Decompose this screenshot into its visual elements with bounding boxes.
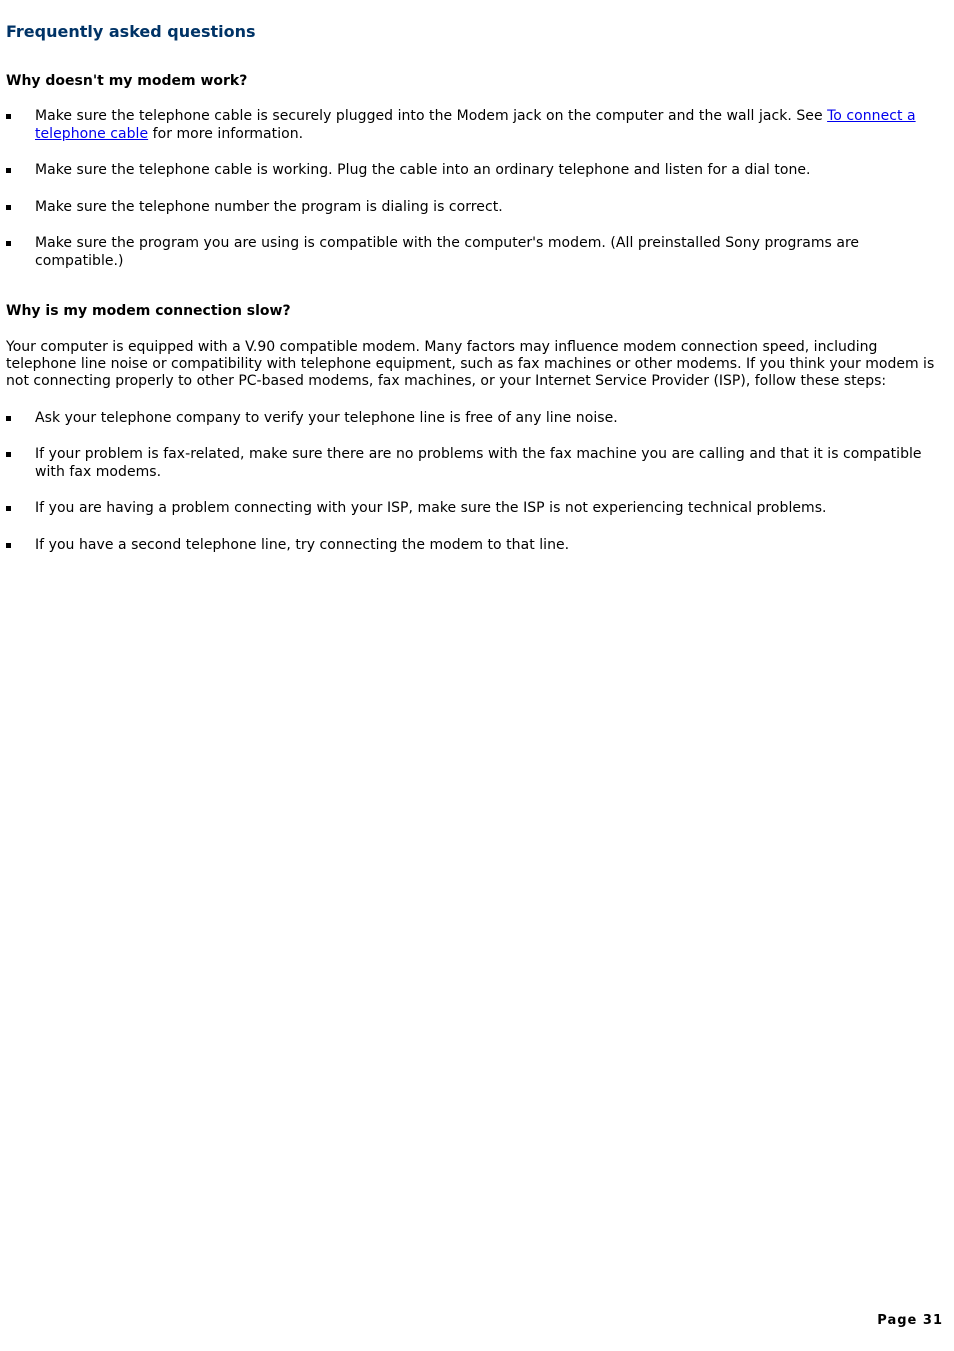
bullet-square-icon [6,543,11,548]
list-item [6,235,942,270]
modem-slow-intro: Your computer is equipped with a V.90 compatible modem. Many factors may influence modem connection speed, including telephone line noise or compatibility with telephone equipment, such as fax machines or other modems. If you think your modem is not connecting properly to other PC-based modems, fax machines, or your Internet Service Provider (ISP), follow these steps: [6,339,935,390]
modem-not-working-list [6,108,942,270]
bullet-square-icon [6,452,11,457]
list-item-text: If your problem is fax-related, make sure there are no problems with the fax machine you are calling and that it is compatible with fax modems. [35,446,922,480]
bullet-square-icon [6,416,11,421]
connect-telephone-cable-link[interactable]: To connect a telephone cable [35,108,916,142]
bullet-square-icon [6,114,11,119]
list-item-text: for more information. [148,125,304,142]
list-item [6,500,942,518]
document-content [6,20,942,554]
list-item-text: Make sure the telephone number the program is dialing is correct. [35,198,503,215]
page-number: Page 31 [877,1313,943,1328]
list-item-text: Make sure the telephone cable is working. Plug the cable into an ordinary telephone and listen for a dial tone. [35,162,811,178]
bullet-square-icon [6,506,11,511]
question-modem-not-working: Why doesn't my modem work? [6,73,248,89]
question-modem-slow: Why is my modem connection slow? [6,303,291,319]
list-item [6,162,942,180]
list-item-text: Ask your telephone company to verify your telephone line is free of any line noise. [35,409,618,426]
page-title: Frequently asked questions [6,22,256,41]
list-item-text: If you are having a problem connecting with your ISP, make sure the ISP is not experiencing technical problems. [35,500,827,517]
modem-slow-list [6,410,942,555]
list-item-text: Make sure the program you are using is compatible with the computer's modem. (All preinstalled Sony programs are compatible.) [35,235,860,269]
list-item [6,537,942,555]
list-item-text: If you have a second telephone line, try connecting the modem to that line. [35,536,570,553]
list-item [6,446,942,481]
list-item-text: Make sure the telephone cable is securely plugged into the Modem jack on the computer and the wall jack. See [35,108,828,124]
list-item [6,199,942,217]
bullet-square-icon [6,205,11,210]
bullet-square-icon [6,168,11,173]
list-item [6,108,942,143]
bullet-square-icon [6,241,11,246]
list-item [6,410,942,428]
